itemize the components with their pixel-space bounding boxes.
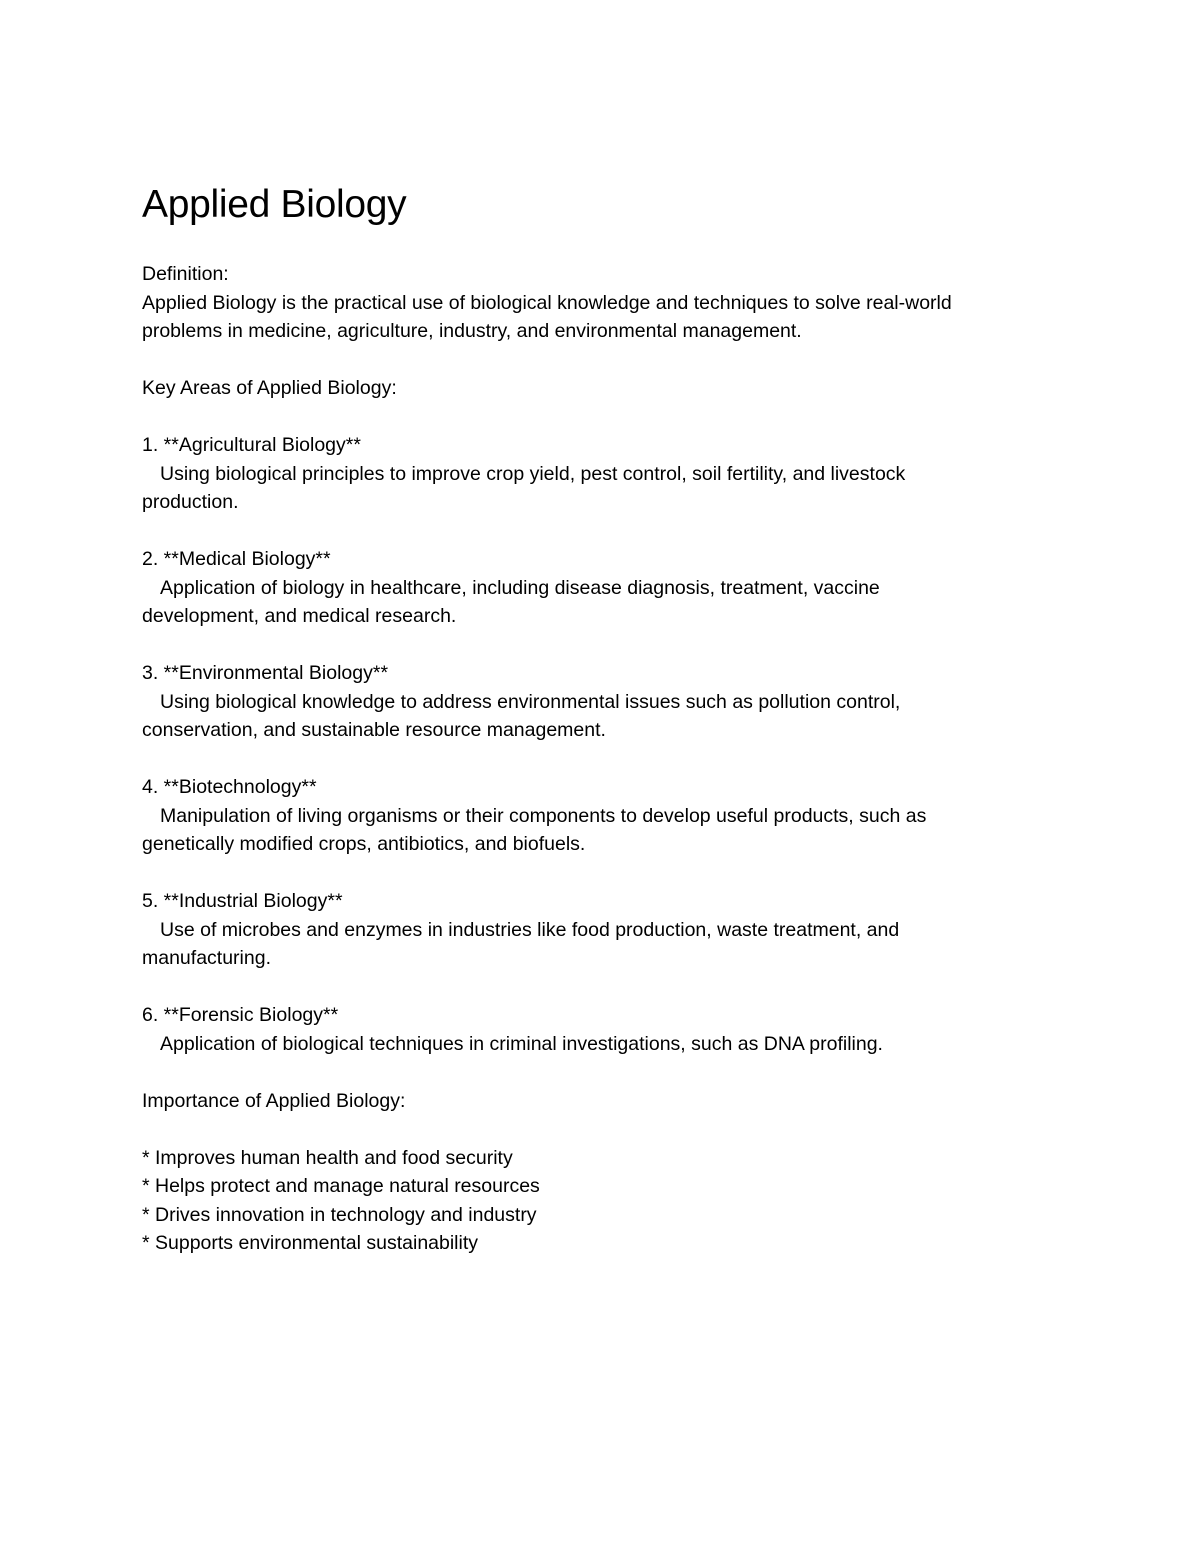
key-area-description: Application of biological techniques in criminal investigations, such as DNA profiling.: [160, 1032, 883, 1055]
definition-text-line-2: problems in medicine, agriculture, industry, and environmental management.: [142, 320, 802, 342]
importance-heading: Importance of Applied Biology:: [142, 1089, 406, 1112]
key-area-description: Application of biology in healthcare, including disease diagnosis, treatment, vaccine: [160, 576, 880, 599]
key-area-title: 1. **Agricultural Biology**: [142, 434, 361, 456]
importance-bullet: * Helps protect and manage natural resources: [142, 1175, 540, 1197]
key-area-description-continued: development, and medical research.: [142, 605, 457, 627]
key-area-description: Using biological knowledge to address environmental issues such as pollution control,: [160, 690, 901, 713]
key-areas-heading: Key Areas of Applied Biology:: [142, 377, 397, 399]
key-area-item: [142, 1001, 1062, 1058]
key-area-title: 6. **Forensic Biology**: [142, 1004, 339, 1026]
key-area-description: Manipulation of living organisms or their components to develop useful products, such as: [160, 804, 927, 827]
key-area-item: [142, 887, 1062, 973]
document-title: Applied Biology: [142, 183, 407, 226]
key-area-description-continued: production.: [142, 491, 239, 513]
key-area-title: 3. **Environmental Biology**: [142, 662, 389, 684]
key-area-description-continued: genetically modified crops, antibiotics, and biofuels.: [142, 833, 586, 855]
definition-text-line-1: Applied Biology is the practical use of biological knowledge and techniques to solve real-world: [142, 291, 952, 314]
document-page: [142, 180, 1062, 1258]
key-area-title: 5. **Industrial Biology**: [142, 890, 343, 912]
key-area-item: [142, 431, 1062, 517]
importance-bullet: * Drives innovation in technology and industry: [142, 1203, 537, 1226]
key-area-description-continued: manufacturing.: [142, 947, 271, 969]
importance-bullet: * Improves human health and food security: [142, 1146, 513, 1169]
key-area-item: [142, 545, 1062, 631]
key-area-title: 4. **Biotechnology**: [142, 776, 317, 798]
key-area-description-continued: conservation, and sustainable resource management.: [142, 719, 606, 741]
definition-label: Definition:: [142, 263, 229, 285]
key-area-title: 2. **Medical Biology**: [142, 548, 331, 570]
importance-bullet: * Supports environmental sustainability: [142, 1232, 479, 1254]
key-area-description: Using biological principles to improve crop yield, pest control, soil fertility, and livestock: [160, 462, 906, 485]
key-area-description: Use of microbes and enzymes in industries like food production, waste treatment, and: [160, 918, 900, 941]
key-area-item: [142, 773, 1062, 859]
key-area-item: [142, 659, 1062, 745]
